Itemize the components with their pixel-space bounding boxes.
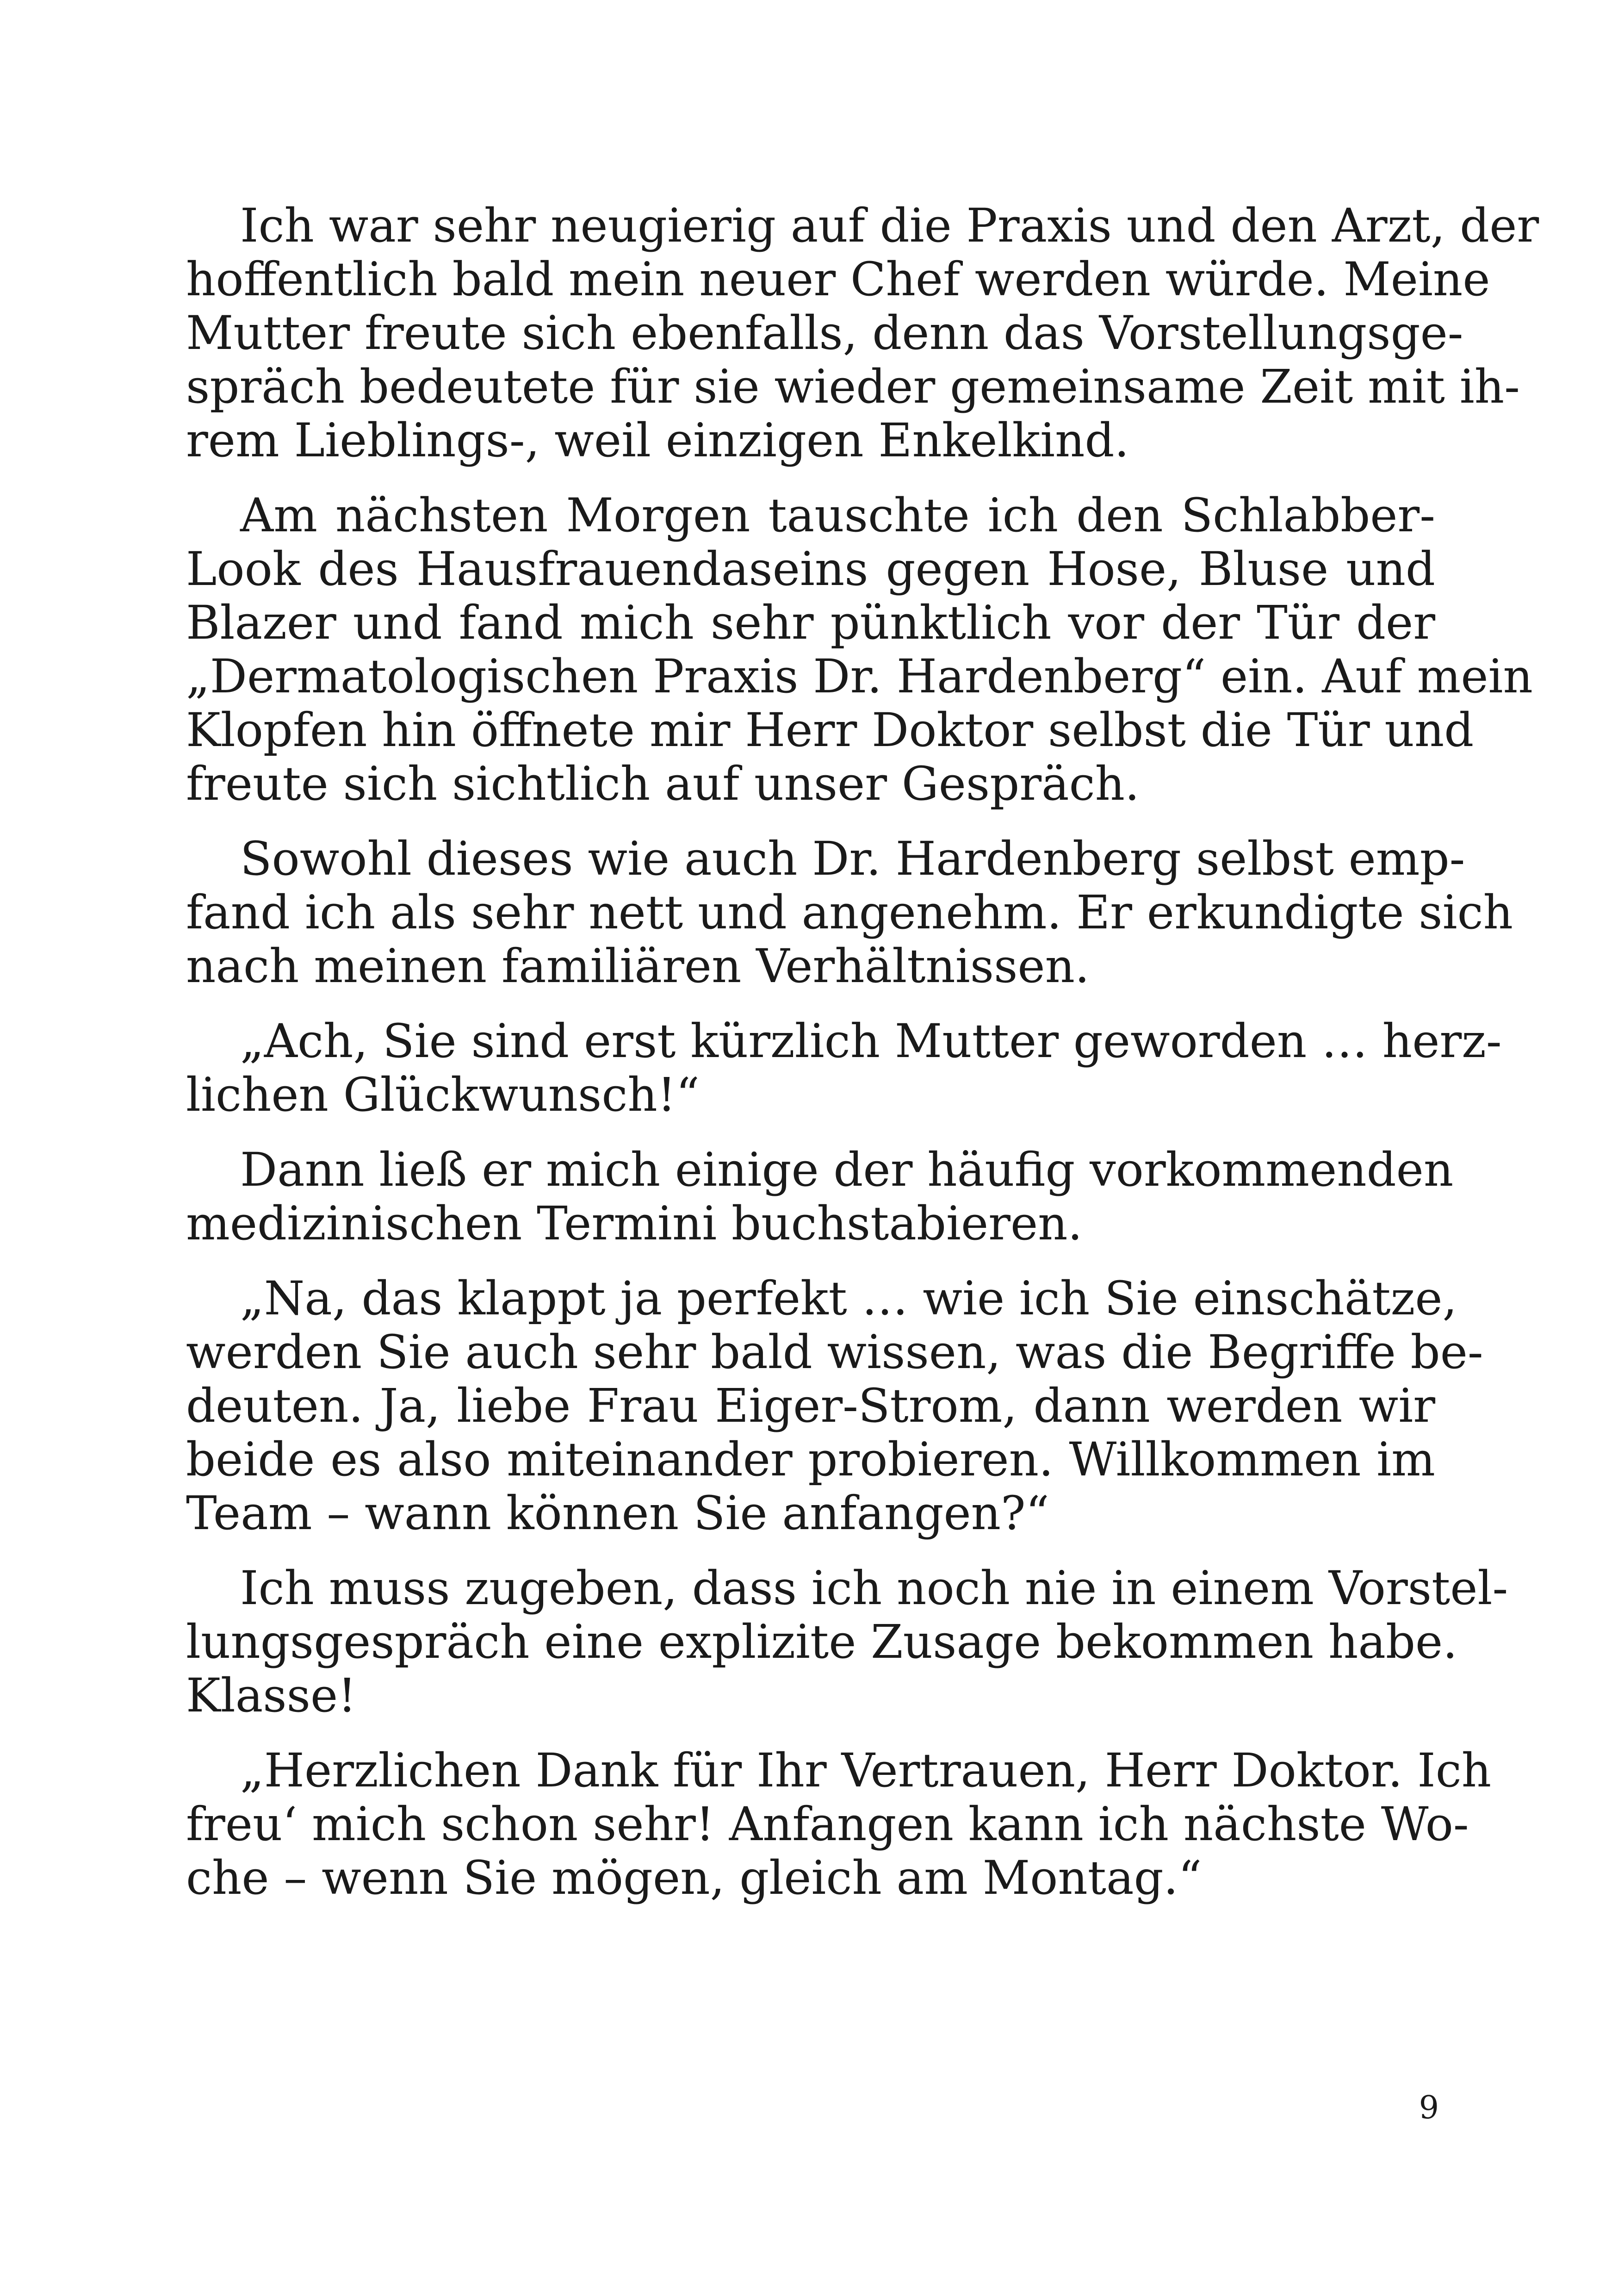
text-line: Klasse! bbox=[186, 1668, 357, 1723]
text-line: „Herzlichen Dank für Ihr Vertrauen, Herr Doktor. Ich bbox=[240, 1743, 1492, 1798]
text-line: freute sich sichtlich auf unser Gespräch. bbox=[186, 757, 1140, 811]
text-line: rem Lieblings-, weil einzigen Enkelkind. bbox=[186, 413, 1129, 467]
paragraph-7 bbox=[186, 1561, 1508, 1723]
text-line: Dann ließ er mich einige der häufig vorkommenden bbox=[240, 1143, 1454, 1197]
text-line: Blazer und fand mich sehr pünktlich vor der Tür der bbox=[186, 596, 1435, 650]
text-line: hoffentlich bald mein neuer Chef werden würde. Meine bbox=[186, 252, 1490, 306]
text-line: che – wenn Sie mögen, gleich am Montag.“ bbox=[186, 1851, 1202, 1905]
text-line: Ich muss zugeben, dass ich noch nie in einem Vorstel- bbox=[240, 1561, 1508, 1615]
text-line: medizinischen Termini buchstabieren. bbox=[186, 1196, 1083, 1251]
text-line: Sowohl dieses wie auch Dr. Hardenberg selbst emp- bbox=[240, 832, 1465, 886]
text-line: „Dermatologischen Praxis Dr. Hardenberg“ ein. Auf mein bbox=[186, 649, 1533, 703]
text-line: Mutter freute sich ebenfalls, denn das Vorstellungsge- bbox=[186, 306, 1463, 360]
text-line: Look des Hausfrauendaseins gegen Hose, Bluse und bbox=[186, 542, 1435, 596]
text-line: fand ich als sehr nett und angenehm. Er erkundigte sich bbox=[186, 885, 1513, 940]
paragraph-1 bbox=[186, 199, 1539, 467]
paragraph-5 bbox=[186, 1143, 1454, 1251]
paragraph-4 bbox=[186, 1014, 1502, 1122]
text-line: werden Sie auch sehr bald wissen, was die Begriffe be- bbox=[186, 1325, 1483, 1379]
text-line: Team – wann können Sie anfangen?“ bbox=[186, 1486, 1049, 1540]
text-line: „Ach, Sie sind erst kürzlich Mutter geworden … herz- bbox=[240, 1014, 1502, 1068]
text-line: deuten. Ja, liebe Frau Eiger-Strom, dann werden wir bbox=[186, 1379, 1435, 1433]
paragraph-3 bbox=[186, 832, 1513, 993]
text-line: beide es also miteinander probieren. Willkommen im bbox=[186, 1432, 1435, 1487]
text-line: spräch bedeutete für sie wieder gemeinsame Zeit mit ih- bbox=[186, 360, 1520, 414]
text-line: „Na, das klappt ja perfekt … wie ich Sie einschätze, bbox=[240, 1271, 1457, 1325]
text-line: freu‘ mich schon sehr! Anfangen kann ich nächste Wo- bbox=[186, 1797, 1469, 1851]
body-text bbox=[186, 199, 1539, 1926]
text-line: lichen Glückwunsch!“ bbox=[186, 1068, 700, 1122]
paragraph-2 bbox=[186, 488, 1533, 811]
page-number: 9 bbox=[1419, 2090, 1439, 2126]
paragraph-6 bbox=[186, 1271, 1483, 1540]
paragraph-8 bbox=[186, 1743, 1492, 1905]
text-line: nach meinen familiären Verhältnissen. bbox=[186, 939, 1090, 993]
text-line: Ich war sehr neugierig auf die Praxis und den Arzt, der bbox=[240, 199, 1539, 253]
text-line: Klopfen hin öffnete mir Herr Doktor selbst die Tür und bbox=[186, 703, 1474, 757]
text-line: Am nächsten Morgen tauschte ich den Schlabber- bbox=[240, 488, 1435, 542]
text-line: lungsgespräch eine explizite Zusage bekommen habe. bbox=[186, 1615, 1457, 1669]
